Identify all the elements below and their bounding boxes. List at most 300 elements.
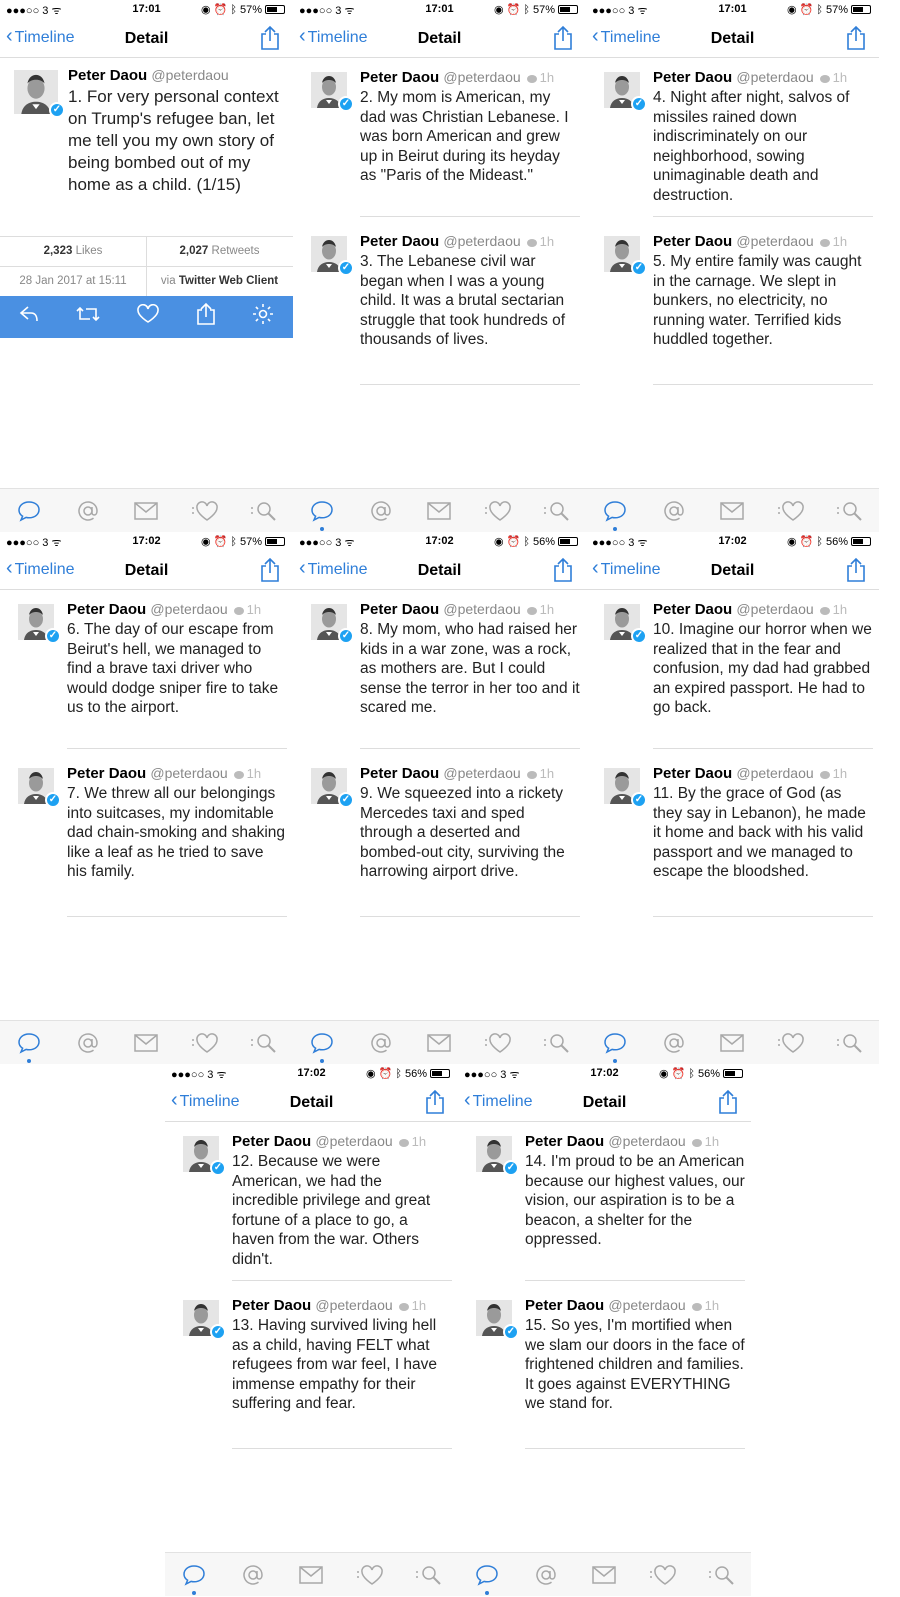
battery-percent: 56%	[825, 535, 848, 548]
divider	[525, 1448, 745, 1449]
tweet-11[interactable]	[604, 764, 873, 882]
page-title: Detail	[124, 562, 169, 579]
messages-envelope-icon[interactable]	[718, 497, 746, 525]
tweet-header	[68, 66, 287, 85]
timeline-bubble-icon[interactable]	[15, 497, 43, 525]
conversation-icon	[527, 239, 537, 247]
wifi-icon: ᯤ	[341, 537, 355, 549]
back-button[interactable]	[6, 557, 75, 579]
carrier-label: 3	[500, 1069, 507, 1081]
signal-dots-icon: ●●●○○	[6, 537, 43, 549]
avatar[interactable]	[14, 70, 62, 115]
timeline-bubble-icon[interactable]	[601, 497, 629, 525]
likes-heart-icon[interactable]	[649, 1561, 677, 1589]
tweet-body	[360, 764, 580, 882]
author-name[interactable]: Peter Daou	[653, 233, 733, 250]
active-indicator	[27, 1059, 31, 1063]
mentions-at-icon[interactable]	[239, 1561, 267, 1589]
search-magnifier-icon[interactable]	[708, 1561, 736, 1589]
back-label: Timeline	[600, 29, 661, 46]
retweets-stat[interactable]	[146, 245, 293, 257]
avatar[interactable]	[18, 768, 58, 805]
carrier-label: 3	[42, 5, 49, 17]
avatar[interactable]	[604, 768, 644, 805]
tweet-9[interactable]	[311, 764, 580, 882]
bluetooth-icon: ᛒ	[523, 3, 530, 16]
page-title: Detail	[417, 30, 462, 47]
age-label: 1h	[246, 766, 262, 781]
verified-check-icon: ✓	[631, 96, 647, 112]
page-title: Detail	[417, 562, 462, 579]
status-bar	[0, 532, 293, 552]
conversation-icon	[527, 75, 537, 83]
tweet-body	[653, 764, 873, 882]
tweet-5[interactable]	[604, 232, 873, 350]
tab-bar	[586, 488, 879, 532]
verified-check-icon: ✓	[338, 96, 354, 112]
author-name[interactable]: Peter Daou	[68, 67, 148, 84]
tweet-text: 11. By the grace of God (as they say in Lebanon), he made it home and back with his valid passport and we managed to escape the bloodshed.	[653, 785, 866, 880]
tweet-body	[360, 600, 580, 718]
tweet-4[interactable]	[604, 68, 873, 205]
app-screen-1	[0, 0, 293, 532]
tweet-text: 7. We threw all our belongings into suitcases, my indomitable dad chain-smoking and shaking like a leaf as he tried to save his family.	[67, 785, 285, 880]
tweet-header	[232, 1296, 452, 1315]
messages-envelope-icon[interactable]	[425, 1029, 453, 1057]
avatar[interactable]	[604, 72, 644, 109]
page-title: Detail	[582, 1094, 627, 1111]
carrier-label: 3	[628, 537, 635, 549]
messages-envelope-icon[interactable]	[590, 1561, 618, 1589]
messages-envelope-icon[interactable]	[425, 497, 453, 525]
conversation-icon	[234, 607, 244, 615]
tweet-2[interactable]	[311, 68, 580, 186]
author-handle[interactable]: @peterdaou	[443, 601, 521, 617]
tweet-header	[653, 232, 873, 251]
tweet-1[interactable]	[14, 66, 287, 196]
divider	[360, 216, 580, 217]
author-name[interactable]: Peter Daou	[232, 1133, 312, 1150]
author-handle[interactable]: @peterdaou	[151, 67, 229, 83]
battery-icon	[851, 537, 871, 546]
tweet-body	[68, 66, 287, 196]
mentions-at-icon[interactable]	[74, 497, 102, 525]
bluetooth-icon: ᛒ	[688, 1067, 695, 1080]
verified-check-icon: ✓	[49, 102, 65, 118]
status-right	[201, 3, 285, 16]
tab-bar	[458, 1552, 751, 1596]
status-bar	[293, 0, 586, 20]
likes-stat[interactable]	[0, 245, 146, 257]
tweet-text: 13. Having survived living hell as a child, having FELT what refugees from war feel, I have immense empathy for their suffering and fear.	[232, 1317, 438, 1412]
back-button[interactable]	[464, 1089, 533, 1111]
tweet-text: 4. Night after night, salvos of missiles rained down indiscriminately on our neighborhood, sowing unimaginable death and destruction.	[653, 89, 850, 204]
author-name[interactable]: Peter Daou	[525, 1297, 605, 1314]
search-magnifier-icon[interactable]	[250, 497, 278, 525]
tweet-age	[234, 766, 261, 781]
bluetooth-icon: ᛒ	[816, 3, 823, 16]
battery-icon	[430, 1069, 450, 1078]
avatar[interactable]	[311, 236, 351, 273]
client-name[interactable]: Twitter Web Client	[178, 275, 279, 287]
signal-dots-icon: ●●●○○	[592, 5, 629, 17]
timeline-bubble-icon[interactable]	[15, 1029, 43, 1057]
search-magnifier-icon[interactable]	[836, 497, 864, 525]
tweet-age	[399, 1134, 426, 1149]
alarm-icon: ⏰	[213, 4, 228, 16]
lock-rotation-icon: ◉	[366, 1068, 376, 1080]
age-label: 1h	[832, 766, 848, 781]
author-name[interactable]: Peter Daou	[653, 765, 733, 782]
avatar[interactable]	[604, 604, 644, 641]
tweet-12[interactable]	[183, 1132, 452, 1269]
lock-rotation-icon: ◉	[201, 536, 211, 548]
battery-percent: 57%	[239, 535, 262, 548]
author-handle[interactable]: @peterdaou	[315, 1133, 393, 1149]
back-label: Timeline	[472, 1093, 533, 1110]
author-name[interactable]: Peter Daou	[67, 601, 147, 618]
author-name[interactable]: Peter Daou	[232, 1297, 312, 1314]
app-screen-8	[458, 1064, 751, 1596]
wifi-icon: ᯤ	[634, 5, 648, 17]
back-label: Timeline	[179, 1093, 240, 1110]
tweet-14[interactable]	[476, 1132, 745, 1250]
battery-percent: 57%	[239, 3, 262, 16]
search-magnifier-icon[interactable]	[836, 1029, 864, 1057]
verified-check-icon: ✓	[45, 792, 61, 808]
clock: 17:02	[425, 535, 454, 547]
author-name[interactable]: Peter Daou	[653, 69, 733, 86]
mentions-at-icon[interactable]	[660, 1029, 688, 1057]
verified-check-icon: ✓	[631, 792, 647, 808]
tweet-age	[692, 1298, 719, 1313]
search-magnifier-icon[interactable]	[415, 1561, 443, 1589]
likes-heart-icon[interactable]	[356, 1561, 384, 1589]
active-indicator	[320, 1059, 324, 1063]
tweet-age	[527, 70, 554, 85]
share-icon[interactable]	[845, 25, 867, 56]
bluetooth-icon: ᛒ	[523, 535, 530, 548]
navigation-bar	[586, 552, 879, 590]
tweet-text: 2. My mom is American, my dad was Christian Lebanese. I was born American and grew up in Beirut during its heyday as "Paris of the Mideast."	[360, 89, 569, 184]
back-label: Timeline	[600, 561, 661, 578]
divider	[653, 216, 873, 217]
author-handle[interactable]: @peterdaou	[736, 233, 814, 249]
divider	[232, 1280, 452, 1281]
bluetooth-icon: ᛒ	[395, 1067, 402, 1080]
clock: 17:02	[718, 535, 747, 547]
tweet-age	[820, 766, 847, 781]
battery-icon	[723, 1069, 743, 1078]
settings-gear-icon[interactable]	[251, 302, 275, 332]
tab-bar	[293, 1020, 586, 1064]
battery-icon	[558, 537, 578, 546]
clock: 17:01	[132, 3, 161, 15]
avatar[interactable]	[18, 604, 58, 641]
alarm-icon: ⏰	[671, 1068, 686, 1080]
tweet-8[interactable]	[311, 600, 580, 718]
tweet-body	[360, 232, 580, 350]
avatar[interactable]	[476, 1136, 516, 1173]
tab-bar	[0, 1020, 293, 1064]
lock-rotation-icon: ◉	[494, 536, 504, 548]
lock-rotation-icon: ◉	[787, 4, 797, 16]
messages-envelope-icon[interactable]	[297, 1561, 325, 1589]
author-handle[interactable]: @peterdaou	[736, 765, 814, 781]
conversation-icon	[527, 771, 537, 779]
battery-icon	[265, 537, 285, 546]
navigation-bar	[0, 20, 293, 58]
share-icon[interactable]	[259, 25, 281, 56]
battery-icon	[851, 5, 871, 14]
conversation-icon	[399, 1303, 409, 1311]
status-bar	[458, 1064, 751, 1084]
page-title: Detail	[124, 30, 169, 47]
tweet-age	[820, 602, 847, 617]
verified-check-icon: ✓	[503, 1324, 519, 1340]
navigation-bar	[0, 552, 293, 590]
age-label: 1h	[832, 70, 848, 85]
author-name[interactable]: Peter Daou	[360, 69, 440, 86]
avatar[interactable]	[604, 236, 644, 273]
avatar[interactable]	[311, 72, 351, 109]
navigation-bar	[293, 20, 586, 58]
tweet-body	[232, 1296, 452, 1414]
likes-heart-icon[interactable]	[777, 1029, 805, 1057]
tweet-header	[653, 764, 873, 783]
messages-envelope-icon[interactable]	[132, 1029, 160, 1057]
tweet-action-bar	[0, 296, 293, 338]
chevron-left-icon: ‹	[299, 557, 306, 579]
author-name[interactable]: Peter Daou	[360, 601, 440, 618]
search-magnifier-icon[interactable]	[543, 497, 571, 525]
author-handle[interactable]: @peterdaou	[150, 765, 228, 781]
tweet-3[interactable]	[311, 232, 580, 350]
app-screen-7	[165, 1064, 458, 1596]
timeline-bubble-icon[interactable]	[180, 1561, 208, 1589]
tweet-body	[67, 764, 287, 882]
conversation-icon	[820, 607, 830, 615]
conversation-icon	[234, 771, 244, 779]
share-icon[interactable]	[552, 557, 574, 588]
tweet-text: 8. My mom, who had raised her kids in a war zone, was a rock, as mothers are. But I could sense the terror in her too and it scared me.	[360, 621, 580, 716]
tweet-age	[527, 234, 554, 249]
battery-percent: 56%	[697, 1067, 720, 1080]
tweet-6[interactable]	[18, 600, 287, 718]
tweet-text: 15. So yes, I'm mortified when we slam our doors in the face of frightened children and families. It goes against EVERYTHING we stand for.	[525, 1317, 745, 1412]
clock: 17:02	[132, 535, 161, 547]
author-handle[interactable]: @peterdaou	[443, 69, 521, 85]
tweet-10[interactable]	[604, 600, 873, 718]
back-button[interactable]	[171, 1089, 240, 1111]
back-button[interactable]	[299, 25, 368, 47]
search-magnifier-icon[interactable]	[250, 1029, 278, 1057]
timeline-bubble-icon[interactable]	[308, 497, 336, 525]
likes-heart-icon[interactable]	[484, 497, 512, 525]
divider	[653, 384, 873, 385]
likes-heart-icon[interactable]	[191, 497, 219, 525]
tweet-body	[653, 68, 873, 205]
signal-dots-icon: ●●●○○	[171, 1069, 208, 1081]
app-screen-3	[586, 0, 879, 532]
avatar[interactable]	[311, 768, 351, 805]
conversation-icon	[820, 771, 830, 779]
tweet-age	[527, 766, 554, 781]
back-button[interactable]	[592, 557, 661, 579]
verified-check-icon: ✓	[631, 260, 647, 276]
active-indicator	[613, 527, 617, 531]
alarm-icon: ⏰	[378, 1068, 393, 1080]
tweet-body	[653, 232, 873, 350]
app-screen-2	[293, 0, 586, 532]
chevron-left-icon: ‹	[464, 1089, 471, 1111]
reply-icon[interactable]	[18, 304, 40, 330]
divider	[360, 748, 580, 749]
status-right	[201, 535, 285, 548]
alarm-icon: ⏰	[506, 536, 521, 548]
tweet-text: 3. The Lebanese civil war began when I was a young child. It was a brutal sectarian struggle that took hundreds of thousands of lives.	[360, 253, 566, 348]
tweet-header	[525, 1132, 745, 1151]
tweet-text: 6. The day of our escape from Beirut's hell, we managed to find a brave taxi driver who would dodge sniper fire to take us to the airport.	[67, 621, 279, 716]
age-label: 1h	[539, 234, 555, 249]
tweet-header	[360, 764, 580, 783]
mentions-at-icon[interactable]	[660, 497, 688, 525]
author-handle[interactable]: @peterdaou	[608, 1133, 686, 1149]
tweet-15[interactable]	[476, 1296, 745, 1414]
share-icon[interactable]	[845, 557, 867, 588]
avatar[interactable]	[183, 1300, 223, 1337]
likes-label: Likes	[75, 245, 103, 257]
navigation-bar	[458, 1084, 751, 1122]
tweet-date: 28 Jan 2017 at 15:11	[19, 275, 127, 287]
messages-envelope-icon[interactable]	[132, 497, 160, 525]
tab-bar	[293, 488, 586, 532]
back-button[interactable]	[592, 25, 661, 47]
signal-dots-icon: ●●●○○	[592, 537, 629, 549]
wifi-icon: ᯤ	[634, 537, 648, 549]
conversation-icon	[820, 239, 830, 247]
share-icon[interactable]	[717, 1089, 739, 1120]
avatar[interactable]	[311, 604, 351, 641]
author-name[interactable]: Peter Daou	[360, 233, 440, 250]
likes-heart-icon[interactable]	[484, 1029, 512, 1057]
tweet-header	[653, 68, 873, 87]
tweet-header	[525, 1296, 745, 1315]
timeline-bubble-icon[interactable]	[308, 1029, 336, 1057]
author-name[interactable]: Peter Daou	[360, 765, 440, 782]
chevron-left-icon: ‹	[171, 1089, 178, 1111]
tweet-age	[820, 70, 847, 85]
battery-icon	[558, 5, 578, 14]
conversation-icon	[692, 1303, 702, 1311]
back-button[interactable]	[6, 25, 75, 47]
retweets-label: Retweets	[211, 245, 260, 257]
divider	[525, 1280, 745, 1281]
wifi-icon: ᯤ	[341, 5, 355, 17]
status-right	[494, 535, 578, 548]
mentions-at-icon[interactable]	[532, 1561, 560, 1589]
status-right	[787, 535, 871, 548]
page-title: Detail	[710, 562, 755, 579]
tweet-body	[653, 600, 873, 718]
tweet-age	[234, 602, 261, 617]
messages-envelope-icon[interactable]	[718, 1029, 746, 1057]
author-handle[interactable]: @peterdaou	[736, 69, 814, 85]
back-button[interactable]	[299, 557, 368, 579]
back-label: Timeline	[307, 561, 368, 578]
timeline-bubble-icon[interactable]	[601, 1029, 629, 1057]
lock-rotation-icon: ◉	[494, 4, 504, 16]
carrier-label: 3	[207, 1069, 214, 1081]
avatar[interactable]	[183, 1136, 223, 1173]
share-icon[interactable]	[552, 25, 574, 56]
timeline-bubble-icon[interactable]	[473, 1561, 501, 1589]
status-right	[787, 3, 871, 16]
tweet-text: 10. Imagine our horror when we realized that in the fear and confusion, my dad had grabbed an expired passport. He had to go back.	[653, 621, 872, 716]
mentions-at-icon[interactable]	[367, 497, 395, 525]
author-handle[interactable]: @peterdaou	[443, 765, 521, 781]
tab-bar	[586, 1020, 879, 1064]
search-magnifier-icon[interactable]	[543, 1029, 571, 1057]
battery-icon	[265, 5, 285, 14]
author-name[interactable]: Peter Daou	[525, 1133, 605, 1150]
author-handle[interactable]: @peterdaou	[150, 601, 228, 617]
retweet-icon[interactable]	[75, 304, 101, 330]
author-name[interactable]: Peter Daou	[653, 601, 733, 618]
tweet-13[interactable]	[183, 1296, 452, 1414]
wifi-icon: ᯤ	[48, 5, 62, 17]
bluetooth-icon: ᛒ	[816, 535, 823, 548]
tweet-body	[525, 1132, 745, 1250]
mentions-at-icon[interactable]	[74, 1029, 102, 1057]
tweet-7[interactable]	[18, 764, 287, 882]
likes-heart-icon[interactable]	[191, 1029, 219, 1057]
like-icon[interactable]	[136, 304, 160, 330]
chevron-left-icon: ‹	[6, 557, 13, 579]
app-screen-5	[293, 532, 586, 1064]
active-indicator	[320, 527, 324, 531]
mentions-at-icon[interactable]	[367, 1029, 395, 1057]
verified-check-icon: ✓	[631, 628, 647, 644]
author-handle[interactable]: @peterdaou	[315, 1297, 393, 1313]
author-handle[interactable]: @peterdaou	[608, 1297, 686, 1313]
share-icon[interactable]	[424, 1089, 446, 1120]
likes-heart-icon[interactable]	[777, 497, 805, 525]
signal-dots-icon: ●●●○○	[6, 5, 43, 17]
avatar[interactable]	[476, 1300, 516, 1337]
share-icon[interactable]	[196, 302, 216, 332]
share-icon[interactable]	[259, 557, 281, 588]
carrier-label: 3	[42, 537, 49, 549]
tweet-header	[360, 232, 580, 251]
alarm-icon: ⏰	[799, 4, 814, 16]
navigation-bar	[586, 20, 879, 58]
author-handle[interactable]: @peterdaou	[443, 233, 521, 249]
verified-check-icon: ✓	[338, 628, 354, 644]
clock: 17:02	[590, 1067, 619, 1079]
tweet-body	[232, 1132, 452, 1269]
status-bar	[586, 532, 879, 552]
wifi-icon: ᯤ	[506, 1069, 520, 1081]
tweet-age	[399, 1298, 426, 1313]
tweet-body	[525, 1296, 745, 1414]
lock-rotation-icon: ◉	[787, 536, 797, 548]
carrier-label: 3	[335, 537, 342, 549]
carrier-label: 3	[335, 5, 342, 17]
conversation-icon	[820, 75, 830, 83]
author-handle[interactable]: @peterdaou	[736, 601, 814, 617]
author-name[interactable]: Peter Daou	[67, 765, 147, 782]
